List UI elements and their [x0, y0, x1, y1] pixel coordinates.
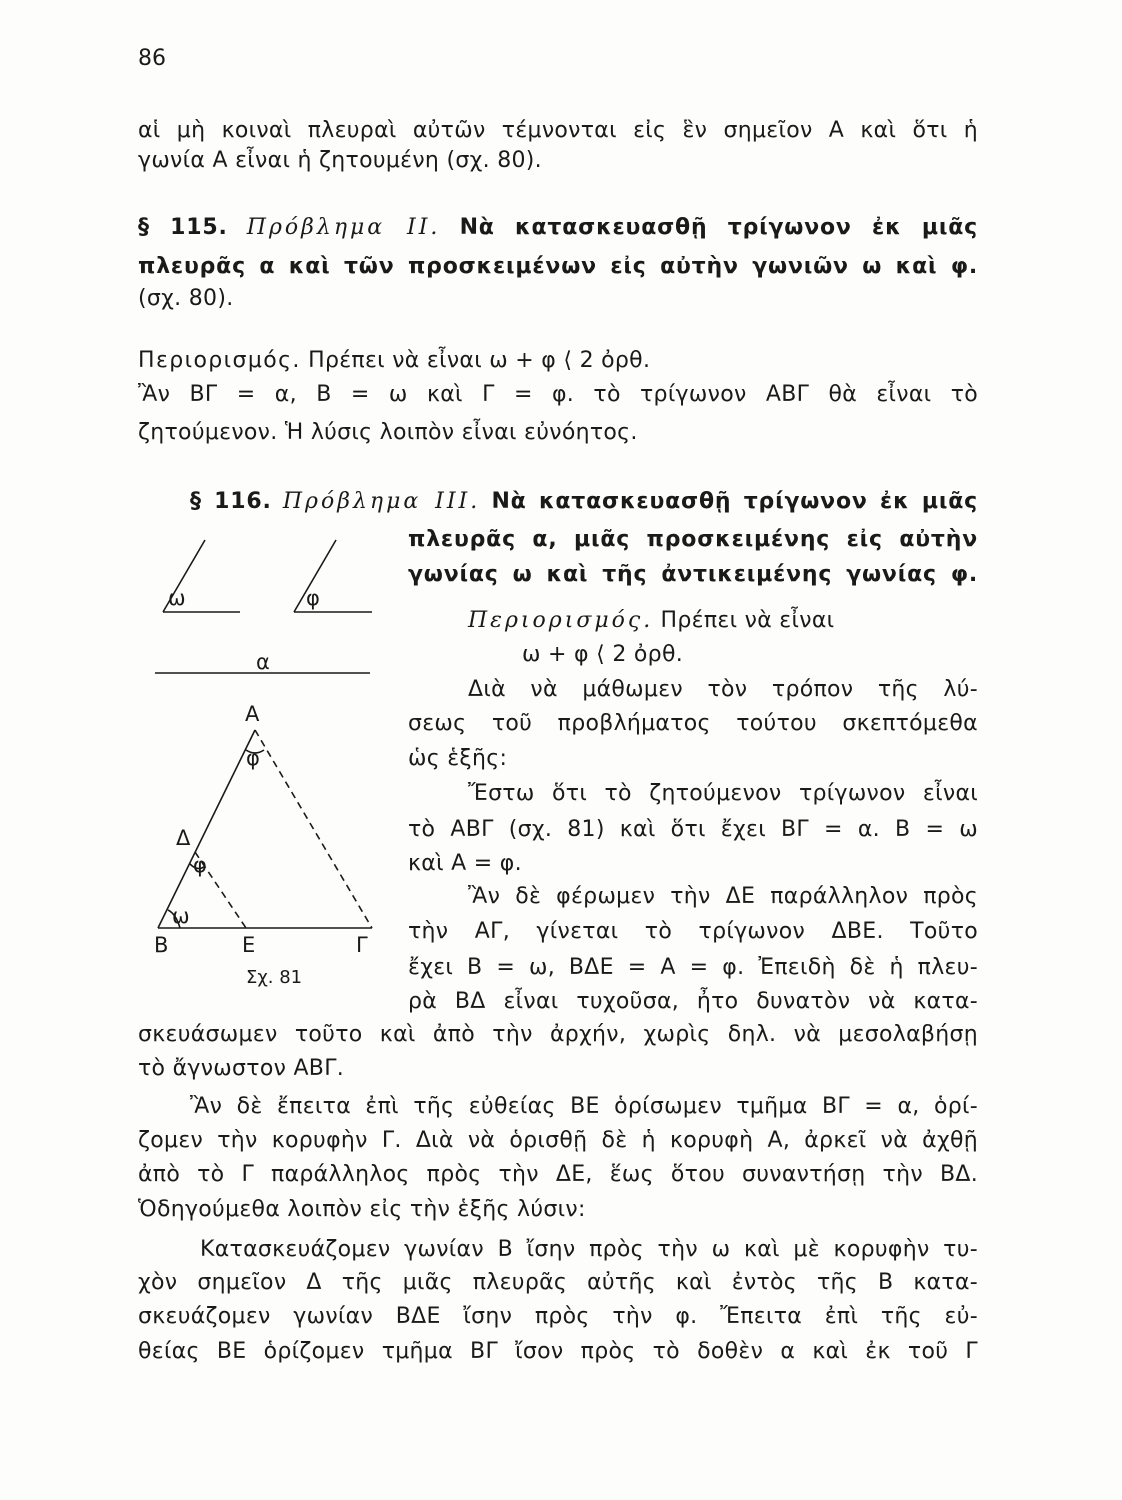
text-line: Ἂν ΒΓ = α, Β = ω καὶ Γ = φ. τὸ τρίγωνον ΑΒΓ θὰ εἶναι τὸ [138, 382, 978, 407]
vertex-A-label: Α [245, 702, 260, 726]
problem-statement-line: πλευρᾶς α, μιᾶς προσκειμένης εἰς αὐτὴν [408, 527, 978, 552]
triangle-side-AG [255, 730, 372, 928]
text-line: ρὰ ΒΔ εἶναι τυχοῦσα, ἦτο δυνατὸν νὰ κατα- [408, 989, 978, 1014]
text-line: καὶ Α = φ. [408, 851, 522, 876]
text-line: σκευάζομεν γωνίαν ΒΔΕ ἴσην πρὸς τὴν φ. Ἔπειτα ἐπὶ τῆς εὐ- [138, 1304, 978, 1329]
text-line: Ἂν δὲ ἔπειτα ἐπὶ τῆς εὐθείας ΒΕ ὁρίσωμεν τμῆμα ΒΓ = α, ὁρί- [190, 1094, 978, 1119]
point-D-label: Δ [176, 826, 191, 850]
section-number: § 115. [138, 215, 228, 240]
text-line: τὸ ἄγνωστον ΑΒΓ. [138, 1056, 345, 1081]
limitation-label: Περιορισμός. [468, 608, 654, 633]
text-line: αἱ μὴ κοιναὶ πλευραὶ αὐτῶν τέμνονται εἰς ἓν σημεῖον Α καὶ ὅτι ἡ [138, 118, 978, 143]
problem-title: Πρόβλημα ΙΙ. [246, 215, 441, 240]
text-line: ζομεν τὴν κορυφὴν Γ. Διὰ νὰ ὁρισθῇ δὲ ἡ κορυφὴ Α, ἀρκεῖ νὰ ἀχθῇ [138, 1128, 978, 1153]
vertex-G-label: Γ [356, 933, 368, 957]
limitation-label: Περιορισμός. [138, 348, 301, 373]
triangle-side-AB [158, 730, 255, 928]
text-line: γωνία Α εἶναι ἡ ζητουμένη (σχ. 80). [138, 148, 542, 173]
problem-statement-line: πλευρᾶς α καὶ τῶν προσκειμένων εἰς αὐτὴν γωνιῶν ω καὶ φ. [138, 254, 978, 279]
angle-omega-label: ω [168, 586, 186, 610]
text-line: Ἂν δὲ φέρωμεν τὴν ΔΕ παράλληλον πρὸς [468, 884, 978, 909]
text-line: θείας ΒΕ ὁρίζομεν τμῆμα ΒΓ ἴσον πρὸς τὸ δοθὲν α καὶ ἐκ τοῦ Γ [138, 1339, 978, 1364]
limitation-text: Πρέπει νὰ εἶναι ω + φ ⟨ 2 ὀρθ. [308, 348, 651, 373]
limitation-text: Πρέπει νὰ εἶναι [660, 608, 835, 633]
text-line: ἔχει Β = ω, ΒΔΕ = Α = φ. Ἐπειδὴ δὲ ἡ πλευ- [408, 955, 978, 980]
section-number: § 116. [190, 489, 272, 514]
text-line: χὸν σημεῖον Δ τῆς μιᾶς πλευρᾶς αὐτῆς καὶ ἐντὸς τῆς Β κατα- [138, 1270, 978, 1295]
text-line: ζητούμενον. Ἡ λύσις λοιπὸν εἶναι εὐνόητος. [138, 420, 638, 445]
text-line: τὴν ΑΓ, γίνεται τὸ τρίγωνον ΔΒΕ. Τοῦτο [408, 919, 978, 944]
problem-statement: Νὰ κατασκευασθῇ τρίγωνον ἐκ μιᾶς [459, 215, 978, 240]
text-line: σεως τοῦ προβλήματος τούτου σκεπτόμεθα [408, 711, 978, 736]
angle-phi-label: φ [306, 586, 320, 610]
text-line: ω + φ ⟨ 2 ὀρθ. [522, 642, 683, 667]
text-line: τὸ ΑΒΓ (σχ. 81) καὶ ὅτι ἔχει ΒΓ = α. Β = ω [408, 817, 978, 842]
figure-caption: Σχ. 81 [246, 967, 303, 988]
text-line: σκευάσωμεν τοῦτο καὶ ἀπὸ τὴν ἀρχήν, χωρὶς δηλ. νὰ μεσολαβήσῃ [138, 1022, 978, 1047]
problem-statement-line: γωνίας ω καὶ τῆς ἀντικειμένης γωνίας φ. [408, 562, 978, 587]
text-line: ὡς ἑξῆς: [408, 746, 508, 771]
angle-phi-at-A: φ [246, 746, 260, 770]
text-line: (σχ. 80). [138, 286, 234, 311]
vertex-B-label: Β [154, 933, 169, 957]
problem-title: Πρόβλημα ΙΙΙ. [282, 489, 481, 514]
text-line: ἀπὸ τὸ Γ παράλληλος πρὸς τὴν ΔΕ, ἕως ὅτου συναντήσῃ τὴν ΒΔ. [138, 1162, 978, 1187]
text-line: Κατασκευάζομεν γωνίαν Β ἴσην πρὸς τὴν ω καὶ μὲ κορυφὴν τυ- [200, 1237, 978, 1262]
problem-statement: Νὰ κατασκευασθῇ τρίγωνον ἐκ μιᾶς [491, 489, 978, 514]
segment-alpha-label: α [256, 650, 270, 674]
text-line: Διὰ νὰ μάθωμεν τὸν τρόπον τῆς λύ- [468, 677, 978, 702]
text-line: Ὁδηγούμεθα λοιπὸν εἰς τὴν ἑξῆς λύσιν: [138, 1197, 586, 1222]
page-number: 86 [138, 46, 166, 71]
angle-phi-at-D: φ [193, 853, 207, 877]
angle-omega-at-B: ω [172, 904, 190, 928]
point-E-label: Ε [242, 933, 256, 957]
text-line: Ἔστω ὅτι τὸ ζητούμενον τρίγωνον εἶναι [468, 781, 978, 806]
